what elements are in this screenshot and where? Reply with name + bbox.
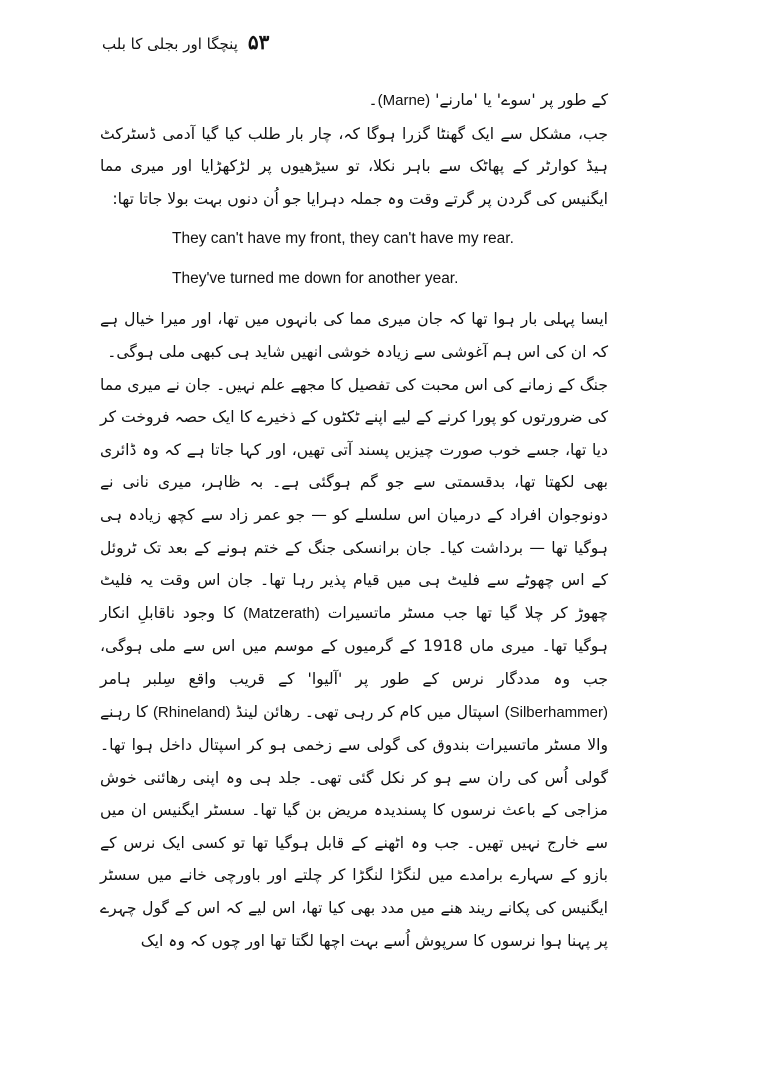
paragraph-4-part-3: اسپتال میں کام کر رہی تھی۔ رھائن لینڈ	[230, 702, 505, 721]
verse-line-1: They can't have my front, they can't have my rear.	[172, 230, 514, 248]
page-number: ۵۳	[247, 30, 270, 54]
paragraph-4	[100, 369, 608, 958]
latin-term-rhineland: (Rhineland)	[152, 703, 231, 721]
verse-line-2: They've turned me down for another year.	[172, 270, 459, 288]
paragraph-4-part-2: کا وجود ناقابلِ انکار ہوگیا تھا۔ میری ماں 1918 کے گرمیوں کے موسم میں اس سے ملی ہوگی، جب وہ مددگار نرس کے طور پر 'آلیوا' کے قریب واقع سِلبر ہامر	[100, 603, 608, 688]
paragraph-1	[100, 84, 608, 118]
body-text	[100, 84, 608, 957]
paragraph-3: ایسا پہلی بار ہوا تھا کہ جان میری مما کی بانہوں میں تھا، اور میرا خیال ہے کہ ان کی اس ہم آغوشی سے زیادہ خوشی انھیں شاید ہی کبھی ملی ہوگی۔	[100, 310, 608, 361]
page-header	[102, 30, 269, 54]
verse-quote	[100, 219, 608, 299]
latin-term-matzerath: (Matzerath)	[243, 604, 320, 622]
paragraph-2: جب، مشکل سے ایک گھنٹا گزرا ہوگا کہ، چار بار طلب کیا گیا آدمی ڈسٹرکٹ ہیڈ کوارٹر کے پھاٹک سے باہر نکلا، تو سیڑھیوں پر لڑکھڑایا اور میری مما ایگنیس کی گردن پر گرتے وقت وہ جملہ دہرایا جو اُن دنوں بہت بولا جاتا تھا:	[100, 124, 608, 208]
latin-term-marne: (Marne)	[377, 92, 431, 109]
paragraph-1-end: ۔	[368, 91, 378, 109]
latin-term-silberhammer: (Silberhammer)	[504, 703, 608, 721]
running-title: پنچگا اور بجلی کا بلب	[102, 35, 238, 53]
paragraph-4-part-4: کا رہنے والا مسٹر ماتسیرات بندوق کی گولی سے زخمی ہو کر اسپتال داخل ہوا تھا۔ گولی اُس کی ران سے ہو کر نکل گئی تھی۔ جلد ہی وہ اپنی رھائنی خوش مزاجی کے باعث نرسوں کا پسندیدہ مریض بن گیا تھا۔ سسٹر ایگنیس ان میں سے خارج نہیں تھیں۔ جب وہ اٹھنے کے قابل ہوگیا تھا تو کسی ایک نرس کے بازو کے سہارے برامدے میں لنگڑا لنگڑا کر چلتے اور باورچی خانے میں سسٹر ایگنیس کی پکانے ریند ھنے میں مدد بھی کیا تھا، اس لیے کہ اس کے گول چہرے پر پہنا ہوا نرسوں کا سرپوش اُسے بہت اچھا لگتا تھا اور چوں کہ وہ ایک	[100, 702, 608, 950]
paragraph-4-part-1: جنگ کے زمانے کی اس محبت کی تفصیل کا مجھے علم نہیں۔ جان نے میری مما کی ضرورتوں کو پورا کرنے کے لیے اپنے ٹکٹوں کے ذخیرے کا ایک حصہ فروخت کر دیا تھا، جسے خوب صورت چیزیں پسند آتی تھیں، اور کہا جاتا ہے کہ وہ ڈائری بھی لکھتا تھا، بدقسمتی سے جو گم ہوگئی ہے۔ بہ ظاہر، میری نانی نے دونوجوان افراد کے درمیان اس سلسلے کو — جو عمر زاد سے کچھ زیادہ ہی ہوگیا تھا — برداشت کیا۔ جان برانسکی جنگ کے ختم ہونے کے بعد تک ٹروئل کے اس چھوٹے سے فلیٹ ہی میں قیام پذیر رہا تھا۔ جان اس وقت یہ فلیٹ چھوڑ کر چلا گیا تھا جب مسٹر ماتسیرات	[100, 375, 608, 622]
paragraph-1-text: کے طور پر 'سوے' یا 'مارنے'	[430, 91, 608, 109]
